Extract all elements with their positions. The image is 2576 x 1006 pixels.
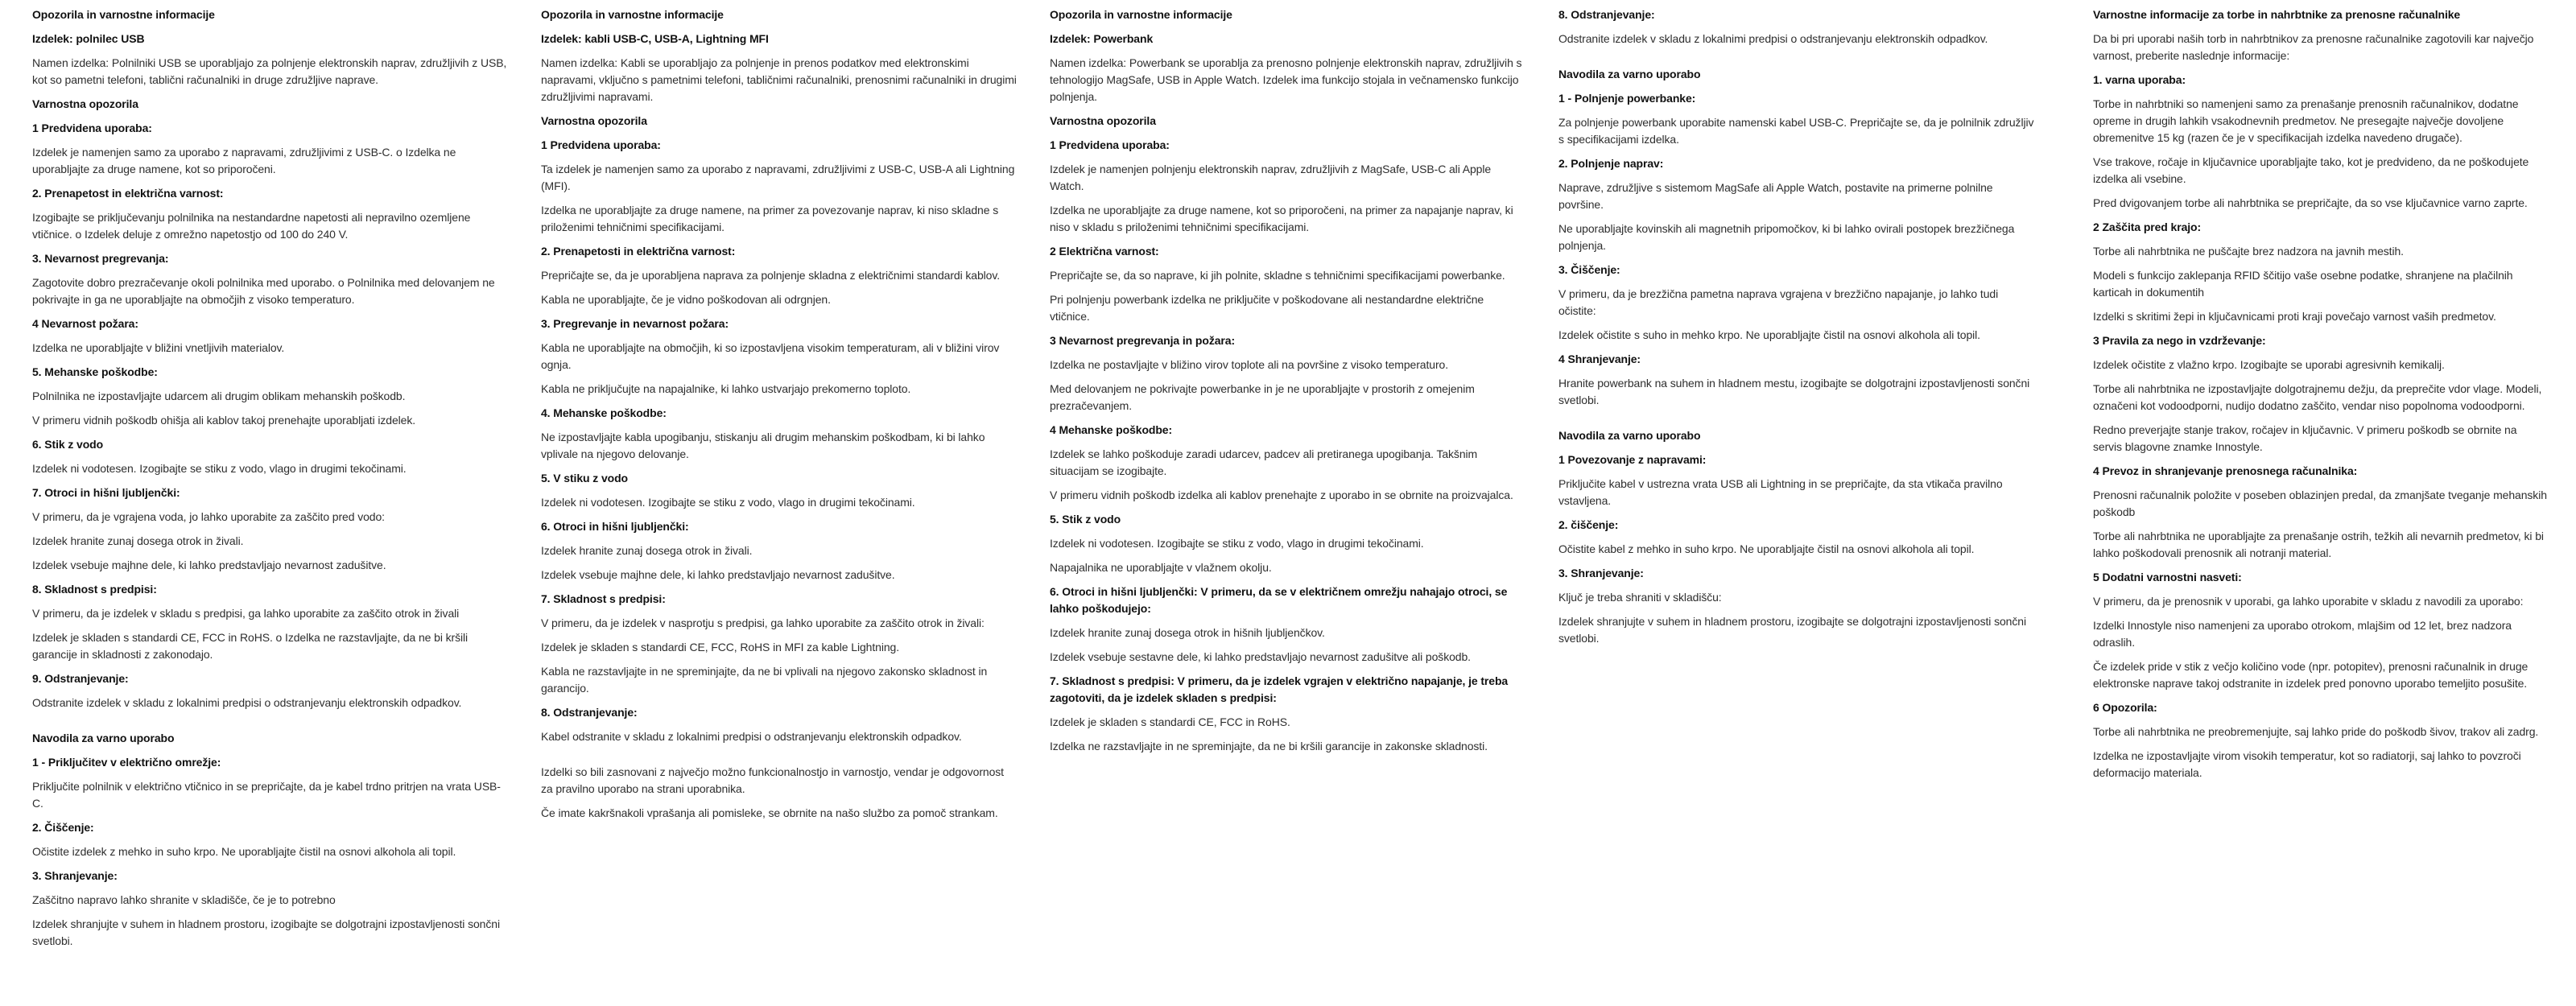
section-heading: 2. Čiščenje: xyxy=(32,821,94,834)
paragraph: Da bi pri uporabi naših torb in nahrbtnikov za prenosne računalnike zagotovili kar največjo varnost, preberite naslednje informacije: xyxy=(2093,32,2534,62)
paragraph: Ne izpostavljajte kabla upogibanju, stiskanju ali drugim mehanskim poškodbam, ki bi lahko vplivale na njegovo delovanje. xyxy=(541,431,985,460)
paragraph: Zaščitno napravo lahko shranite v skladišče, če je to potrebno xyxy=(32,893,336,906)
section-heading: Navodila za varno uporabo xyxy=(1558,68,1701,80)
section-heading: 3 Nevarnost pregrevanja in požara: xyxy=(1050,334,1236,347)
paragraph: Izdelek ni vodotesen. Izogibajte se stiku z vodo, vlago in drugimi tekočinami. xyxy=(32,462,407,475)
paragraph: V primeru, da je vgrajena voda, jo lahko uporabite za zaščito pred vodo: xyxy=(32,510,385,523)
paragraph: Izdelka ne postavljajte v bližino virov toplote ali na površine z visoko temperaturo. xyxy=(1050,358,1448,371)
paragraph: V primeru, da je brezžična pametna naprava vgrajena v brezžično napajanje, jo lahko tudi očistite: xyxy=(1558,287,1999,317)
paragraph: Odstranite izdelek v skladu z lokalnimi predpisi o odstranjevanju elektronskih odpadkov. xyxy=(1558,32,1988,45)
spacer xyxy=(32,719,509,730)
paragraph: Prenosni računalnik položite v poseben oblazinjen predal, da zmanjšate tveganje mehanskih poškodb xyxy=(2093,489,2547,518)
paragraph: Ta izdelek je namenjen samo za uporabo z napravami, združljivimi z USB-C, USB-A ali Lightning (MFI). xyxy=(541,163,1015,192)
section-heading: 6. Stik z vodo xyxy=(32,438,104,451)
section-heading: 5. Stik z vodo xyxy=(1050,513,1121,526)
paragraph: Priključite kabel v ustrezna vrata USB ali Lightning in se prepričajte, da sta vtikača pravilno vstavljena. xyxy=(1558,477,2003,507)
paragraph: Izdelek očistite s suho in mehko krpo. Ne uporabljajte čistil na osnovi alkohola ali topil. xyxy=(1558,328,1980,341)
section-heading: 7. Otroci in hišni ljubljenčki: xyxy=(32,486,180,499)
section-heading: 1 Predvidena uporaba: xyxy=(1050,138,1170,151)
section-heading: Varnostna opozorila xyxy=(541,114,647,127)
paragraph: Torbe ali nahrbtnika ne preobremenjujte, saj lahko pride do poškodb šivov, trakov ali zadrg. xyxy=(2093,725,2539,738)
column-kabli-usb xyxy=(541,6,1018,829)
paragraph: Izdelka ne izpostavljajte virom visokih temperatur, kot so radiatorji, saj lahko to povzroči deformacijo materiala. xyxy=(2093,749,2521,779)
paragraph: Torbe ali nahrbtnika ne uporabljajte za prenašanje ostrih, težkih ali nevarnih predmetov, ki bi lahko poškodovali prenosnik ali notranji material. xyxy=(2093,530,2544,559)
paragraph: Hranite powerbank na suhem in hladnem mestu, izogibajte se dolgotrajni izpostavljenosti sončni svetlobi. xyxy=(1558,377,2030,406)
paragraph: Namen izdelka: Polnilniki USB se uporabljajo za polnjenje elektronskih naprav, združljivih z USB, kot so pametni telefoni, tablični računalniki in druge združljive naprave. xyxy=(32,56,507,86)
section-heading: Navodila za varno uporabo xyxy=(1558,429,1701,442)
section-heading: 1 - Priključitev v električno omrežje: xyxy=(32,756,221,769)
paragraph: Pri polnjenju powerbank izdelka ne priključite v poškodovane ali nestandardne električne vtičnice. xyxy=(1050,293,1484,323)
paragraph: Kabla ne razstavljajte in ne spreminjajte, da ne bi vplivali na njegovo zakonsko skladnost in garancijo. xyxy=(541,665,988,695)
section-heading: 3. Shranjevanje: xyxy=(1558,567,1644,579)
paragraph: Namen izdelka: Powerbank se uporablja za prenosno polnjenje elektronskih naprav, združljivih s tehnologijo MagSafe, USB in Apple Watch. Izdelek ima funkcijo stojala in večnamensko funkcijo polnjenja. xyxy=(1050,56,1522,103)
paragraph: Če izdelek pride v stik z večjo količino vode (npr. potopitev), prenosni računalnik in druge elektronske naprave takoj odstranite in izdelek pred ponovno uporabo temeljito posušite. xyxy=(2093,660,2529,690)
paragraph: Naprave, združljive s sistemom MagSafe ali Apple Watch, postavite na primerne polnilne površine. xyxy=(1558,181,1993,211)
paragraph: Prepričajte se, da je uporabljena naprava za polnjenje skladna z električnimi standardi kablov. xyxy=(541,269,1001,282)
paragraph: Izdelek je namenjen polnjenju elektronskih naprav, združljivih z MagSafe, USB-C ali Apple Watch. xyxy=(1050,163,1492,192)
paragraph: Torbe in nahrbtniki so namenjeni samo za prenašanje prenosnih računalnikov, dodatne opreme in drugih lahkih vsakodnevnih predmetov. Ne presegajte največje dovoljene obremenitve 15 kg (razen če je v specifikacijah izdelka navedeno drugače). xyxy=(2093,97,2519,144)
section-heading: 1. varna uporaba: xyxy=(2093,73,2186,86)
column-torbe-nahrbtniki xyxy=(2093,6,2548,789)
paragraph: Kabel odstranite v skladu z lokalnimi predpisi o odstranjevanju elektronskih odpadkov. xyxy=(541,730,962,743)
section-heading: 4 Shranjevanje: xyxy=(1558,353,1641,365)
section-heading: 9. Odstranjevanje: xyxy=(32,672,129,685)
section-heading: 1 - Polnjenje powerbanke: xyxy=(1558,92,1696,105)
section-heading: 2. čiščenje: xyxy=(1558,518,1619,531)
section-heading: 1 Povezovanje z napravami: xyxy=(1558,453,1707,466)
section-heading: 4 Mehanske poškodbe: xyxy=(1050,423,1173,436)
paragraph: Izdelek se lahko poškoduje zaradi udarcev, padcev ali pretiranega upogibanja. Takšnim situacijam se izogibajte. xyxy=(1050,447,1478,477)
section-heading: 3. Shranjevanje: xyxy=(32,869,118,882)
paragraph: V primeru, da je prenosnik v uporabi, ga lahko uporabite v skladu z navodili za uporabo: xyxy=(2093,595,2524,608)
paragraph: Izdelek vsebuje majhne dele, ki lahko predstavljajo nevarnost zadušitve. xyxy=(541,568,895,581)
section-heading: 8. Skladnost s predpisi: xyxy=(32,583,157,596)
section-heading: Varnostne informacije za torbe in nahrbtnike za prenosne računalnike xyxy=(2093,8,2461,21)
paragraph: Torbe ali nahrbtnika ne izpostavljajte dolgotrajnemu dežju, da preprečite vdor vlage. Modeli, označeni kot vodoodporni, nudijo dodatno zaščito, vendar niso popolnoma vodoodporni. xyxy=(2093,382,2542,412)
paragraph: Pred dvigovanjem torbe ali nahrbtnika se prepričajte, da so vse ključavnice varno zaprte. xyxy=(2093,196,2528,209)
paragraph: V primeru vidnih poškodb ohišja ali kablov takoj prenehajte uporabljati izdelek. xyxy=(32,414,416,427)
section-heading: 1 Predvidena uporaba: xyxy=(541,138,661,151)
paragraph: Torbe ali nahrbtnika ne puščajte brez nadzora na javnih mestih. xyxy=(2093,245,2404,258)
paragraph: Izdelek vsebuje sestavne dele, ki lahko predstavljajo nevarnost zadušitve ali poškodb. xyxy=(1050,650,1471,663)
section-heading: 3. Pregrevanje in nevarnost požara: xyxy=(541,317,729,330)
column-powerbank xyxy=(1050,6,1526,762)
paragraph: Izdelka ne uporabljajte za druge namene, na primer za povezovanje naprav, ki niso skladne s priloženimi tehničnimi specifikacijami. xyxy=(541,204,999,233)
paragraph: Izdelek ni vodotesen. Izogibajte se stiku z vodo, vlago in drugimi tekočinami. xyxy=(1050,537,1424,550)
paragraph: Izdelki Innostyle niso namenjeni za uporabo otrokom, mlajšim od 12 let, brez nadzora odraslih. xyxy=(2093,619,2512,649)
paragraph: Izdelka ne uporabljajte za druge namene, kot so priporočeni, na primer za napajanje naprav, ki niso v skladu s priloženimi tehničnimi specifikacijami. xyxy=(1050,204,1513,233)
paragraph: Modeli s funkcijo zaklepanja RFID ščitijo vaše osebne podatke, shranjene na plačilnih karticah in dokumentih xyxy=(2093,269,2513,299)
section-heading: 5. V stiku z vodo xyxy=(541,472,628,484)
section-heading: Opozorila in varnostne informacije xyxy=(32,8,215,21)
paragraph: Izdelki so bili zasnovani z največjo možno funkcionalnostjo in varnostjo, vendar je odgovornost za pravilno uporabo na strani uporabnika. xyxy=(541,765,1004,795)
section-heading: 2. Prenapetosti in električna varnost: xyxy=(541,245,736,258)
section-heading: 3. Čiščenje: xyxy=(1558,263,1620,276)
paragraph: Izdelek hranite zunaj dosega otrok in hišnih ljubljenčkov. xyxy=(1050,626,1325,639)
paragraph: Vse trakove, ročaje in ključavnice uporabljajte tako, kot je predvideno, da ne poškodujete izdelka ali vsebine. xyxy=(2093,155,2529,185)
section-heading: 6. Otroci in hišni ljubljenčki: V primeru, da se v električnem omrežju nahajajo otroci, se lahko poškodujejo: xyxy=(1050,585,1508,615)
section-heading: 2 Električna varnost: xyxy=(1050,245,1159,258)
section-heading: 5. Mehanske poškodbe: xyxy=(32,365,158,378)
paragraph: Ne uporabljajte kovinskih ali magnetnih pripomočkov, ki bi lahko ovirali postopek brezžičnega polnjenja. xyxy=(1558,222,2015,252)
paragraph: Ključ je treba shraniti v skladišču: xyxy=(1558,591,1722,604)
paragraph: Izdelek vsebuje majhne dele, ki lahko predstavljajo nevarnost zadušitve. xyxy=(32,559,386,571)
section-heading: Izdelek: Powerbank xyxy=(1050,32,1154,45)
paragraph: Očistite kabel z mehko in suho krpo. Ne uporabljajte čistil na osnovi alkohola ali topil. xyxy=(1558,542,1975,555)
paragraph: Izdelek hranite zunaj dosega otrok in živali. xyxy=(541,544,753,557)
section-heading: Varnostna opozorila xyxy=(32,97,138,110)
section-heading: 2 Zaščita pred krajo: xyxy=(2093,221,2202,233)
section-heading: 4 Nevarnost požara: xyxy=(32,317,138,330)
paragraph: Izogibajte se priključevanju polnilnika na nestandardne napetosti ali nepravilno ozemljene vtičnice. o Izdelek deluje z omrežno napetostjo od 100 do 240 V. xyxy=(32,211,471,241)
paragraph: Med delovanjem ne pokrivajte powerbanke in je ne uporabljajte v prostorih z omejenim prezračevanjem. xyxy=(1050,382,1475,412)
column-powerbank-navodila xyxy=(1558,6,2035,654)
paragraph: Redno preverjajte stanje trakov, ročajev in ključavnic. V primeru poškodb se obrnite na servis blagovne znamke Innostyle. xyxy=(2093,423,2517,453)
section-heading: Navodila za varno uporabo xyxy=(32,732,175,744)
section-heading: 8. Odstranjevanje: xyxy=(541,706,638,719)
paragraph: Prepričajte se, da so naprave, ki jih polnite, skladne s tehničnimi specifikacijami powerbanke. xyxy=(1050,269,1505,282)
section-heading: 7. Skladnost s predpisi: xyxy=(541,592,666,605)
column-polnilec-usb xyxy=(32,6,509,957)
paragraph: Zagotovite dobro prezračevanje okoli polnilnika med uporabo. o Polnilnika med delovanjem ne pokrivajte in ga ne uporabljajte na območjih z visoko temperaturo. xyxy=(32,276,495,306)
section-heading: 2. Polnjenje naprav: xyxy=(1558,157,1664,170)
section-heading: 3 Pravila za nego in vzdrževanje: xyxy=(2093,334,2266,347)
paragraph: Izdelek očistite z vlažno krpo. Izogibajte se uporabi agresivnih kemikalij. xyxy=(2093,358,2445,371)
paragraph: V primeru, da je izdelek v nasprotju s predpisi, ga lahko uporabite za zaščito otrok in živali: xyxy=(541,616,985,629)
section-heading: 1 Predvidena uporaba: xyxy=(32,122,152,134)
section-heading: 3. Nevarnost pregrevanja: xyxy=(32,252,169,265)
section-heading: Varnostna opozorila xyxy=(1050,114,1156,127)
section-heading: 4. Mehanske poškodbe: xyxy=(541,406,667,419)
paragraph: V primeru, da je izdelek v skladu s predpisi, ga lahko uporabite za zaščito otrok in živali xyxy=(32,607,460,620)
section-heading: 2. Prenapetost in električna varnost: xyxy=(32,187,224,200)
paragraph: Če imate kakršnakoli vprašanja ali pomisleke, se obrnite na našo službo za pomoč strankam. xyxy=(541,806,998,819)
section-heading: 5 Dodatni varnostni nasveti: xyxy=(2093,571,2242,583)
paragraph: Izdelka ne razstavljajte in ne spreminjajte, da ne bi kršili garancije in zakonske skladnosti. xyxy=(1050,740,1488,752)
section-heading: 8. Odstranjevanje: xyxy=(1558,8,1655,21)
paragraph: Izdelek je skladen s standardi CE, FCC in RoHS. o Izdelka ne razstavljajte, da ne bi kršili garancije in skladnosti z zakonodajo. xyxy=(32,631,469,661)
paragraph: Izdelek je skladen s standardi CE, FCC in RoHS. xyxy=(1050,715,1290,728)
paragraph: Za polnjenje powerbank uporabite namenski kabel USB-C. Prepričajte se, da je polnilnik združljiv s specifikacijami izdelka. xyxy=(1558,116,2034,146)
paragraph: V primeru vidnih poškodb izdelka ali kablov prenehajte z uporabo in se obrnite na proizvajalca. xyxy=(1050,489,1513,501)
paragraph: Izdelek je namenjen samo za uporabo z napravami, združljivimi z USB-C. o Izdelka ne uporabljajte za druge namene, kot so priporočeni. xyxy=(32,146,456,175)
paragraph: Odstranite izdelek v skladu z lokalnimi predpisi o odstranjevanju elektronskih odpadkov. xyxy=(32,696,462,709)
paragraph: Izdelek shranjujte v suhem in hladnem prostoru, izogibajte se dolgotrajni izpostavljenosti sončni svetlobi. xyxy=(1558,615,2026,645)
section-heading: 4 Prevoz in shranjevanje prenosnega računalnika: xyxy=(2093,464,2358,477)
section-heading: 7. Skladnost s predpisi: V primeru, da je izdelek vgrajen v električno napajanje, je treba zagotoviti, da je izdelek skladen s predpisi: xyxy=(1050,674,1509,704)
paragraph: Polnilnika ne izpostavljajte udarcem ali drugim oblikam mehanskih poškodb. xyxy=(32,390,406,402)
paragraph: Priključite polnilnik v električno vtičnico in se prepričajte, da je kabel trdno pritrjen na vrata USB-C. xyxy=(32,780,501,810)
paragraph: Izdelek ni vodotesen. Izogibajte se stiku z vodo, vlago in drugimi tekočinami. xyxy=(541,496,915,509)
paragraph: Očistite izdelek z mehko in suho krpo. Ne uporabljajte čistil na osnovi alkohola ali topil. xyxy=(32,845,456,858)
paragraph: Namen izdelka: Kabli se uporabljajo za polnjenje in prenos podatkov med elektronskimi napravami, vključno s pametnimi telefoni, tabličnimi računalniki, prenosnimi računalniki in drugimi združljivimi napravami. xyxy=(541,56,1017,103)
section-heading: Izdelek: polnilec USB xyxy=(32,32,145,45)
spacer xyxy=(541,752,1018,764)
paragraph: Izdelka ne uporabljajte v bližini vnetljivih materialov. xyxy=(32,341,285,354)
paragraph: Kabla ne priključujte na napajalnike, ki lahko ustvarjajo prekomerno toploto. xyxy=(541,382,911,395)
section-heading: Izdelek: kabli USB-C, USB-A, Lightning MFI xyxy=(541,32,769,45)
section-heading: 6. Otroci in hišni ljubljenčki: xyxy=(541,520,689,533)
spacer xyxy=(1558,55,2035,66)
paragraph: Izdelek je skladen s standardi CE, FCC, RoHS in MFI za kable Lightning. xyxy=(541,641,899,653)
paragraph: Izdelek hranite zunaj dosega otrok in živali. xyxy=(32,534,244,547)
paragraph: Kabla ne uporabljajte na območjih, ki so izpostavljena visokim temperaturam, ali v bližini virov ognja. xyxy=(541,341,1000,371)
spacer xyxy=(1558,416,2035,427)
section-heading: Opozorila in varnostne informacije xyxy=(1050,8,1232,21)
paragraph: Napajalnika ne uporabljajte v vlažnem okolju. xyxy=(1050,561,1272,574)
section-heading: 6 Opozorila: xyxy=(2093,701,2157,714)
paragraph: Izdelek shranjujte v suhem in hladnem prostoru, izogibajte se dolgotrajni izpostavljenosti sončni svetlobi. xyxy=(32,917,500,947)
paragraph: Izdelki s skritimi žepi in ključavnicami proti kraji povečajo varnost vaših predmetov. xyxy=(2093,310,2496,323)
paragraph: Kabla ne uporabljajte, če je vidno poškodovan ali odrgnjen. xyxy=(541,293,831,306)
section-heading: Opozorila in varnostne informacije xyxy=(541,8,724,21)
